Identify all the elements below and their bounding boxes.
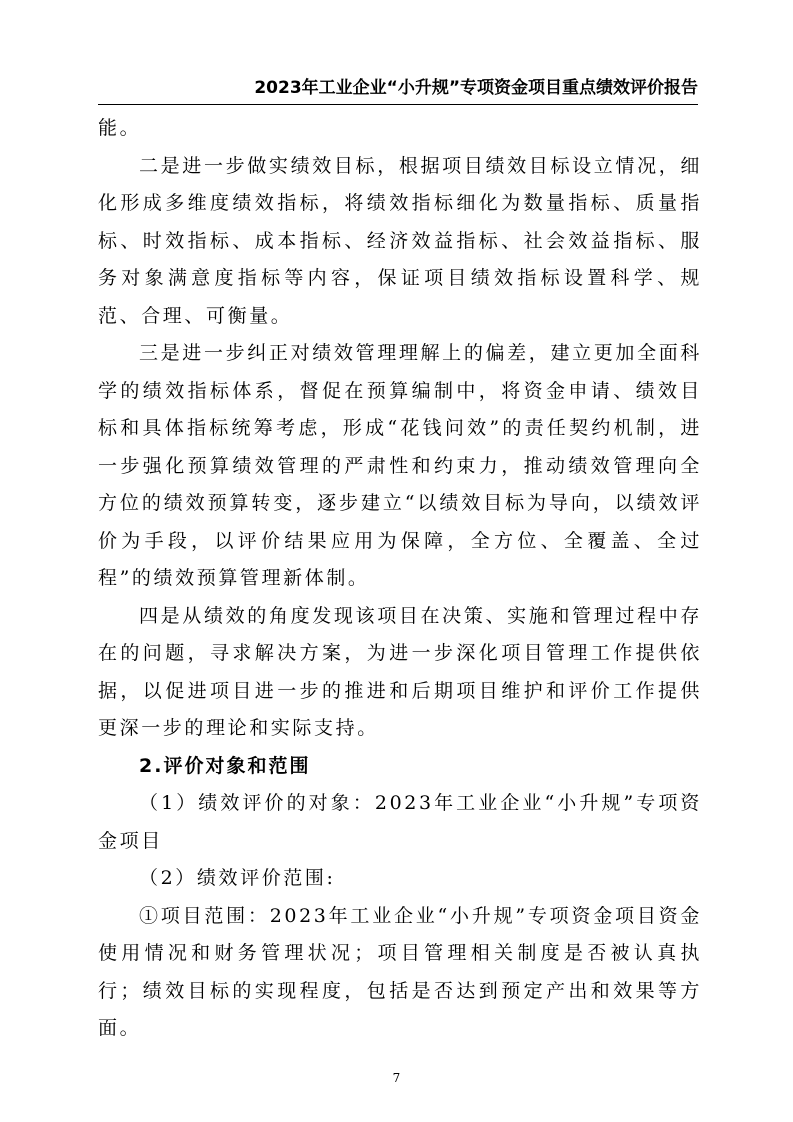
paragraph-project-range: ①项目范围：2023年工业企业“小升规”专项资金项目资金使用情况和财务管理状况；项目管理相关制度是否被认真执行；绩效目标的实现程度，包括是否达到预定产出和效果等方面。 (98, 904, 702, 1039)
paragraph-evaluation-range-label: （2）绩效评价范围: (139, 867, 336, 889)
paragraph-continuation: 能。 (98, 117, 142, 139)
paragraph-point-three: 三是进一步纠正对绩效管理理解上的偏差，建立更加全面科学的绩效指标体系，督促在预算编制中，将资金申请、绩效目标和具体指标统筹考虑，形成“花钱问效”的责任契约机制，进一步强化预算绩效管理的严肃性和约束力，推动绩效管理向全方位的绩效预算转变，逐步建立“以绩效目标为导向，以绩效评价为手段，以评价结果应用为保障，全方位、全覆盖、全过程”的绩效预算管理新体制。 (98, 342, 702, 589)
paragraph-point-two: 二是进一步做实绩效目标，根据项目绩效目标设立情况，细化形成多维度绩效指标，将绩效指标细化为数量指标、质量指标、时效指标、成本指标、经济效益指标、社会效益指标、服务对象满意度指标等内容，保证项目绩效指标设置科学、规范、合理、可衡量。 (98, 154, 702, 327)
section-heading-evaluation-scope: 2.评价对象和范围 (139, 754, 311, 777)
page-header-title: 2023年工业企业“小升规”专项资金项目重点绩效评价报告 (254, 78, 698, 98)
document-body (98, 110, 702, 1048)
paragraph-point-four: 四是从绩效的角度发现该项目在决策、实施和管理过程中存在的问题，寻求解决方案，为进一步深化项目管理工作提供依据，以促进项目进一步的推进和后期项目维护和评价工作提供更深一步的理论和实际支持。 (98, 604, 702, 739)
page-number: 7 (392, 1071, 401, 1085)
paragraph-evaluation-object: （1）绩效评价的对象：2023年工业企业“小升规”专项资金项目 (98, 792, 702, 852)
header-divider (98, 104, 698, 105)
